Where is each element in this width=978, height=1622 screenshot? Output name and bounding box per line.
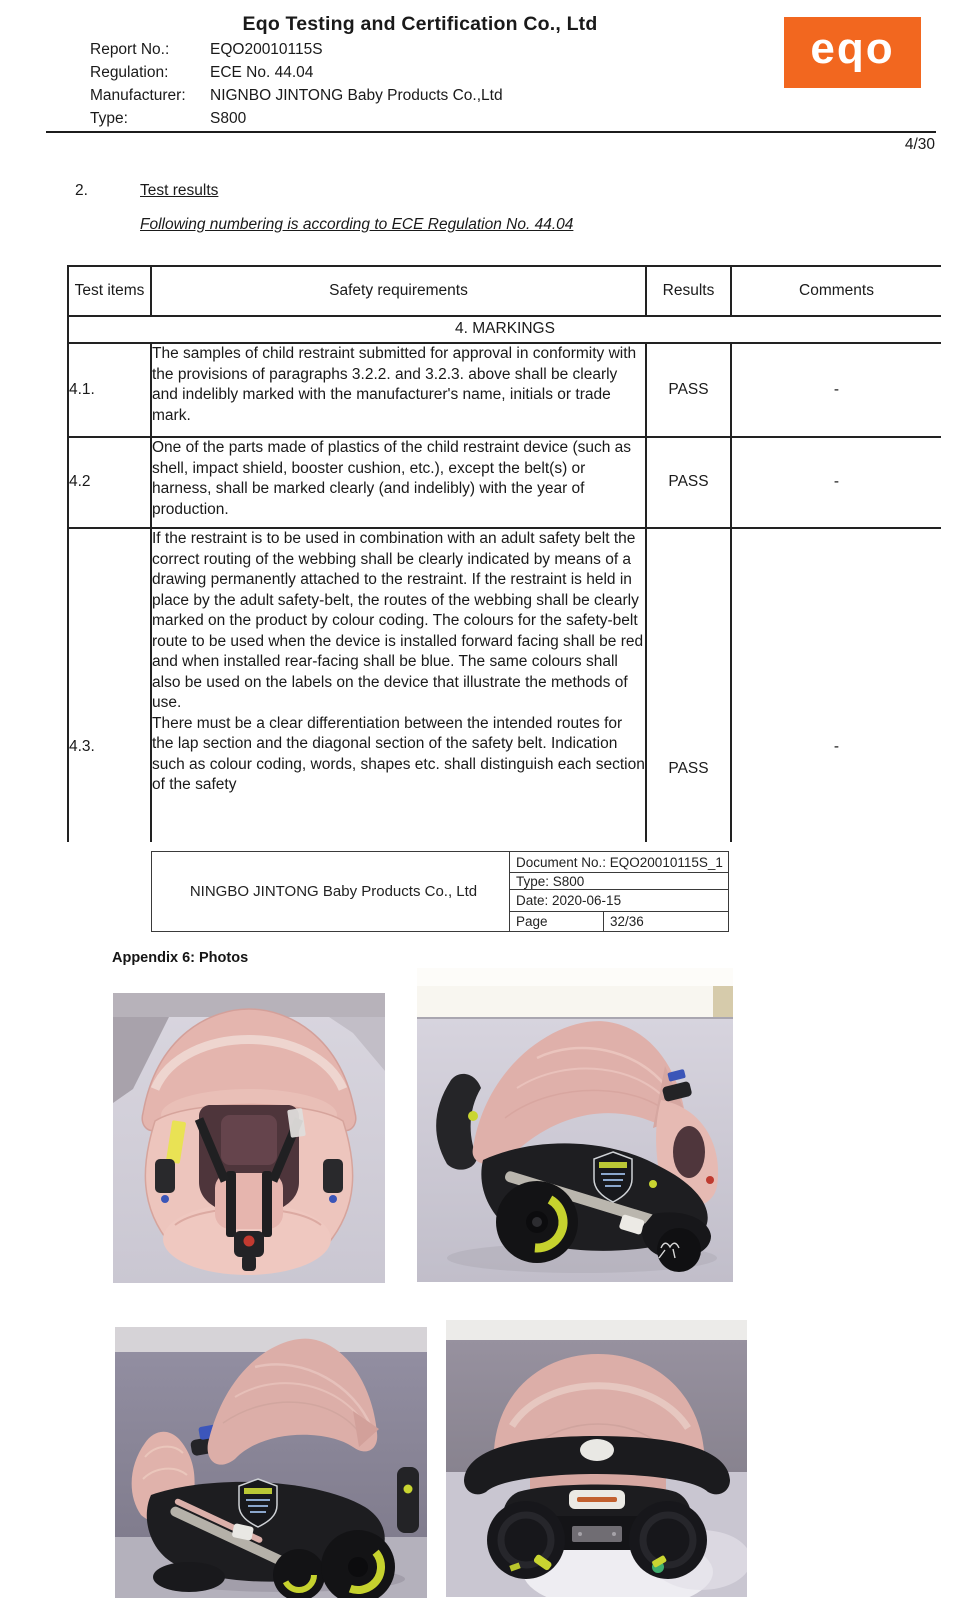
col-header-results: Results [646, 266, 731, 316]
requirement-paragraph-1: If the restraint is to be used in combination with an adult safety belt the correct routing of the webbing shall be clearly indicated by means of a drawing permanently attached to the restraint. If the restraint is held in place by the adult safety-belt, the routes of the webbing shall be clearly marked on the product by colour coding. The colours for the safety-belt route to be used when the device is installed forward facing shall be red and when installed rear-facing shall be blue. The same colours shall also be used on the labels on the device that illustrate the methods of use. [152, 530, 644, 711]
group-header-markings: 4. MARKINGS [68, 316, 941, 343]
row-comment: - [731, 437, 941, 528]
background-column [713, 986, 733, 1018]
field-value: S800 [210, 109, 247, 127]
field-value: ECE No. 44.04 [210, 63, 314, 81]
photo-2-illustration [417, 968, 733, 1282]
photo-stroller-side-left [417, 968, 733, 1282]
section-number: 2. [75, 182, 88, 199]
table-row [68, 528, 941, 842]
footer-type: Type: S800 [510, 873, 729, 890]
header-divider [46, 131, 936, 133]
table-row [68, 437, 941, 528]
footer-page-label: Page [510, 912, 604, 932]
row-result: PASS [646, 437, 731, 528]
field-label: Type: [90, 109, 128, 127]
photo-stroller-front [446, 1320, 747, 1597]
document-footer-container [151, 851, 729, 932]
row-item: 4.2 [68, 437, 151, 528]
row-requirement: The samples of child restraint submitted for approval in conformity with the provisions of paragraphs 3.2.2. and 3.2.3. above shall be clearly and indelibly marked with the manufacturer's name, initials or trade mark. [151, 343, 646, 437]
buckle-release-button [244, 1236, 255, 1247]
page-number: 4/30 [904, 136, 935, 153]
row-comment: - [731, 528, 941, 842]
field-label: Regulation: [90, 63, 169, 81]
field-regulation [90, 61, 503, 84]
field-value: EQO20010115S [210, 40, 323, 58]
handle-button [580, 1439, 614, 1461]
footer-document-no: Document No.: EQO20010115S_1 [510, 852, 729, 873]
right-wheel [629, 1501, 707, 1579]
row-result: PASS [646, 528, 731, 842]
field-report-no [90, 38, 503, 61]
latch-slot [577, 1497, 617, 1502]
footer-page-value: 32/36 [604, 912, 729, 932]
photo-stroller-side-right [115, 1327, 427, 1598]
footer-company: NINGBO JINTONG Baby Products Co., Ltd [152, 852, 510, 932]
left-wheel [487, 1501, 565, 1579]
document-footer-table [151, 851, 729, 932]
photo-car-seat-top-view [113, 993, 385, 1283]
eqo-logo-text: eqo [810, 23, 895, 73]
col-header-safety-requirements: Safety requirements [151, 266, 646, 316]
row-requirement [151, 528, 646, 842]
field-manufacturer [90, 84, 503, 107]
requirement-paragraph-2: There must be a clear differentiation between the intended routes for the lap section and the diagonal section of the safety belt. Indication such as colour coding, words, shapes etc. shall distinguish each section of the safety [152, 714, 645, 793]
row-item: 4.3. [68, 528, 151, 842]
rear-support [397, 1467, 419, 1533]
row-result: PASS [646, 343, 731, 437]
row-item: 4.1. [68, 343, 151, 437]
section-title: Test results [140, 182, 219, 199]
results-table-container [67, 265, 941, 842]
field-value: NIGNBO JINTONG Baby Products Co.,Ltd [210, 86, 503, 104]
front-wheel [496, 1181, 578, 1263]
field-label: Manufacturer: [90, 86, 186, 104]
photo-3-illustration [115, 1327, 427, 1598]
row-comment: - [731, 343, 941, 437]
eqo-logo [784, 17, 921, 88]
footer-date: Date: 2020-06-15 [510, 890, 729, 912]
appendix-title: Appendix 6: Photos [112, 950, 249, 966]
table-row [68, 343, 941, 437]
group-header-row [68, 316, 941, 343]
section-subtitle: Following numbering is according to ECE Regulation No. 44.04 [140, 216, 574, 233]
photo-4-illustration [446, 1320, 747, 1597]
report-fields [90, 38, 503, 130]
photo-1-illustration [113, 993, 385, 1283]
col-header-comments: Comments [731, 266, 941, 316]
row-requirement: One of the parts made of plastics of the child restraint device (such as shell, impact shield, booster cushion, etc.), except the belt(s) or harness, shall be marked clearly (and indelibly) with the year of production. [151, 437, 646, 528]
col-header-test-items: Test items [68, 266, 151, 316]
page-title: Eqo Testing and Certification Co., Ltd [242, 13, 598, 35]
field-label: Report No.: [90, 40, 170, 58]
table-header-row [68, 266, 941, 316]
footer-row-document [152, 852, 729, 873]
requirement-paragraphs [152, 529, 645, 842]
field-type [90, 107, 503, 130]
results-table [67, 265, 941, 842]
